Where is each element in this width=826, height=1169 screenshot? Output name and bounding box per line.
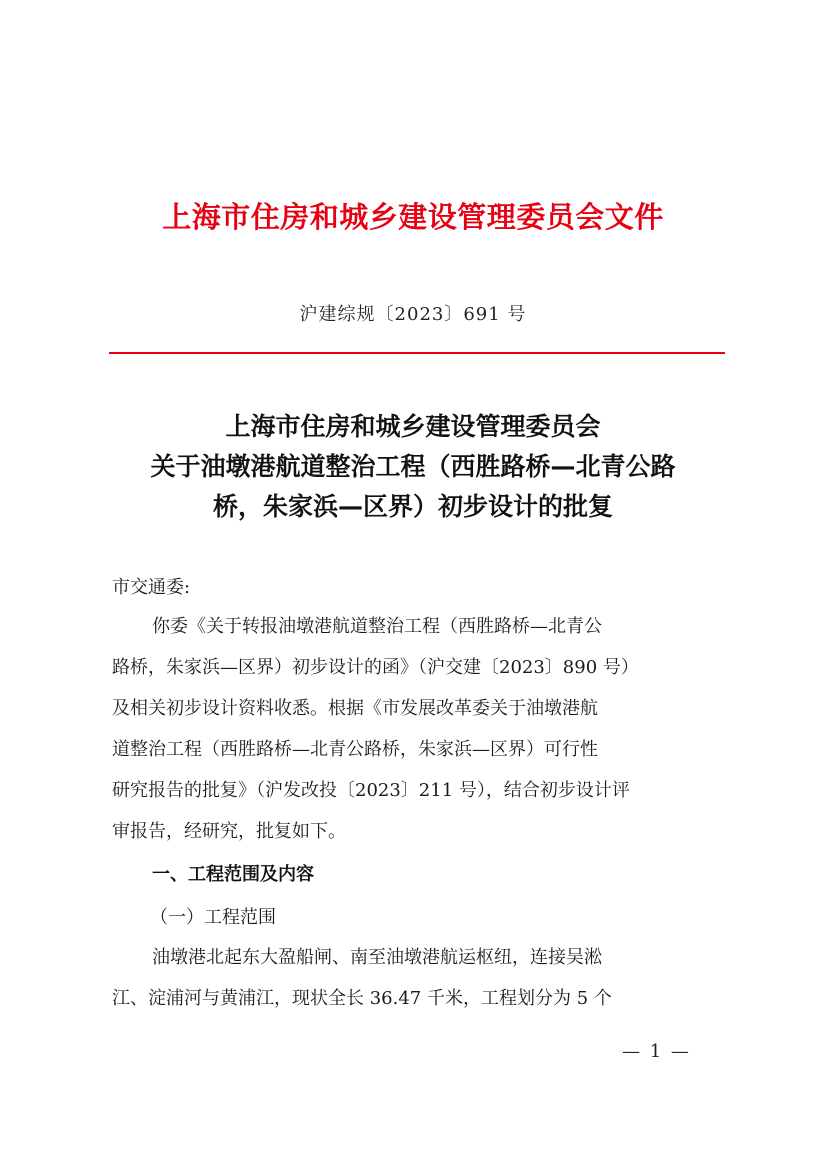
title-line: 上海市住房和城乡建设管理委员会 bbox=[225, 412, 601, 441]
body-paragraph-2 bbox=[112, 937, 718, 1019]
paragraph-line: 路桥，朱家浜—区界）初步设计的函》（沪交建〔2023〕890 号） bbox=[112, 657, 639, 678]
title-line: 桥，朱家浜—区界）初步设计的批复 bbox=[212, 492, 613, 521]
section-heading: 一、工程范围及内容 bbox=[152, 864, 314, 885]
paragraph-line: 审报告，经研究，批复如下。 bbox=[112, 821, 346, 842]
paragraph-line: 研究报告的批复》（沪发改投〔2023〕211 号），结合初步设计评 bbox=[112, 780, 630, 801]
paragraph-line: 油墩港北起东大盈船闸、南至油墩港航运枢纽，连接吴淞 bbox=[152, 947, 602, 968]
paragraph-line: 及相关初步设计资料收悉。根据《市发展改革委关于油墩港航 bbox=[112, 698, 598, 719]
red-divider-line bbox=[109, 352, 725, 354]
document-title bbox=[100, 407, 726, 527]
salutation: 市交通委: bbox=[112, 577, 191, 598]
document-number: 沪建综规〔2023〕691 号 bbox=[299, 304, 527, 325]
paragraph-line: 你委《关于转报油墩港航道整治工程（西胜路桥—北青公 bbox=[152, 616, 602, 637]
body-paragraph-1 bbox=[112, 606, 718, 852]
title-line: 关于油墩港航道整治工程（西胜路桥—北青公路 bbox=[150, 452, 676, 481]
page-number: — 1 — bbox=[622, 1041, 691, 1062]
paragraph-line: 江、淀浦河与黄浦江，现状全长 36.47 千米，工程划分为 5 个 bbox=[112, 988, 612, 1009]
paragraph-line: 道整治工程（西胜路桥—北青公路桥，朱家浜—区界）可行性 bbox=[112, 739, 598, 760]
issuer-header: 上海市住房和城乡建设管理委员会文件 bbox=[162, 200, 664, 234]
subsection-heading: （一）工程范围 bbox=[150, 907, 276, 928]
